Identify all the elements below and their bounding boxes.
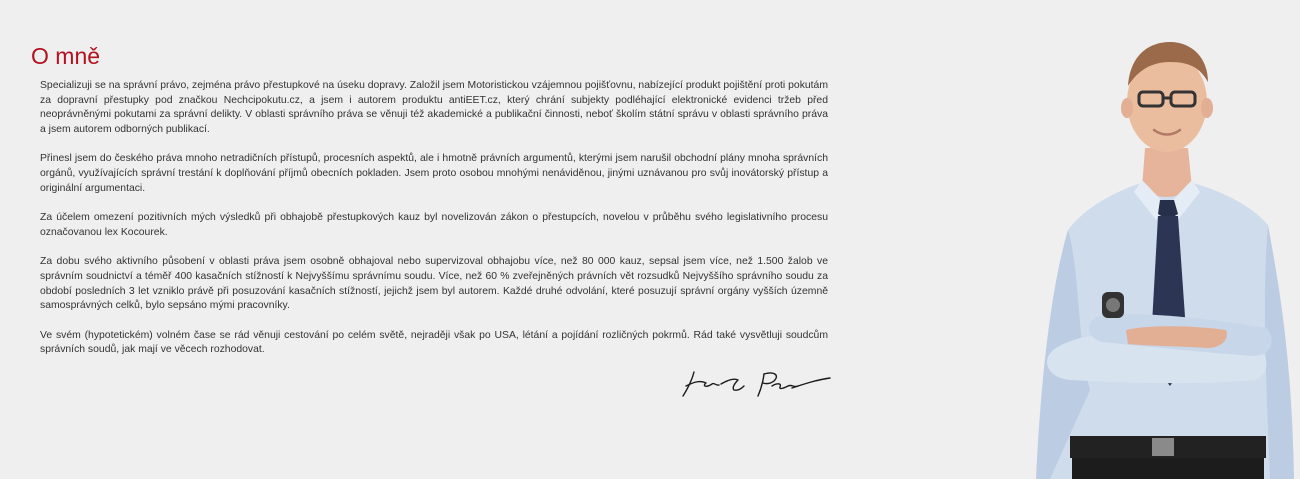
bio-paragraph: Ve svém (hypotetickém) volném čase se rád věnuji cestování po celém světě, nejraději však po USA, létání a pojídání rozličných pokrmů. Rád také vysvětluji soudcům správních soudů, jak mají ve věcech rozhodovat. (40, 329, 828, 356)
bio-text-block (40, 79, 828, 373)
bio-paragraph: Za dobu svého aktivního působení v oblasti práva jsem osobně obhajoval nebo supervizoval obhajobu více, než 80 000 kauz, sepsal jsem více, než 1.500 žalob ve správním soudnictví a téměř 400 kasačních stížností k Nejvyššímu správnímu soudu. Více, než 60 % zveřejněných právních vět rozsudků Nejvyššího správního soudu za období posledních 3 let vzniklo právě při posuzování kasačních stížností, jejichž jsem byl autorem. Každé druhé odvolání, které posuzují správní orgány vyšších územně samosprávných celků, bylo sepsáno mými pracovníky. (40, 256, 828, 312)
bio-paragraph: Specializuji se na správní právo, zejména právo přestupkové na úseku dopravy. Založil jsem Motoristickou vzájemnou pojišťovnu, nabízející produkt pojištění proti pokutám za dopravní přestupky pod značkou Nechcipokutu.cz, a jsem i autorem produktu antiEET.cz, který chrání subjekty podléhající elektronické evidenci tržeb před neoprávněnými pokutami za správní delikty. V oblasti správního práva se věnuji též akademické a publikační činnosti, neboť školím státní správu v oblasti správního práva a jsem autorem odborných publikací. (40, 80, 828, 135)
signature-icon (676, 366, 832, 400)
bio-paragraph: Za účelem omezení pozitivních mých výsledků při obhajobě přestupkových kauz byl novelizován zákon o přestupcích, novelou v průběhu svého legislativního procesu označovanou lex Kocourek. (40, 212, 828, 238)
section-title: O mně (31, 43, 101, 69)
bio-paragraph: Přinesl jsem do českého práva mnoho netradičních přístupů, procesních aspektů, ale i hmotně právních argumentů, kterými jsem narušil obchodní plány mnoha správních orgánů, využívajících správní trestání k doplňování příjmů obecních pokladen. Jsem proto osobou mnohými nenáviděnou, jinými uznávanou pro svůj inovátorský přístup a originální argumentaci. (40, 153, 828, 194)
portrait-photo-icon (1030, 30, 1300, 479)
